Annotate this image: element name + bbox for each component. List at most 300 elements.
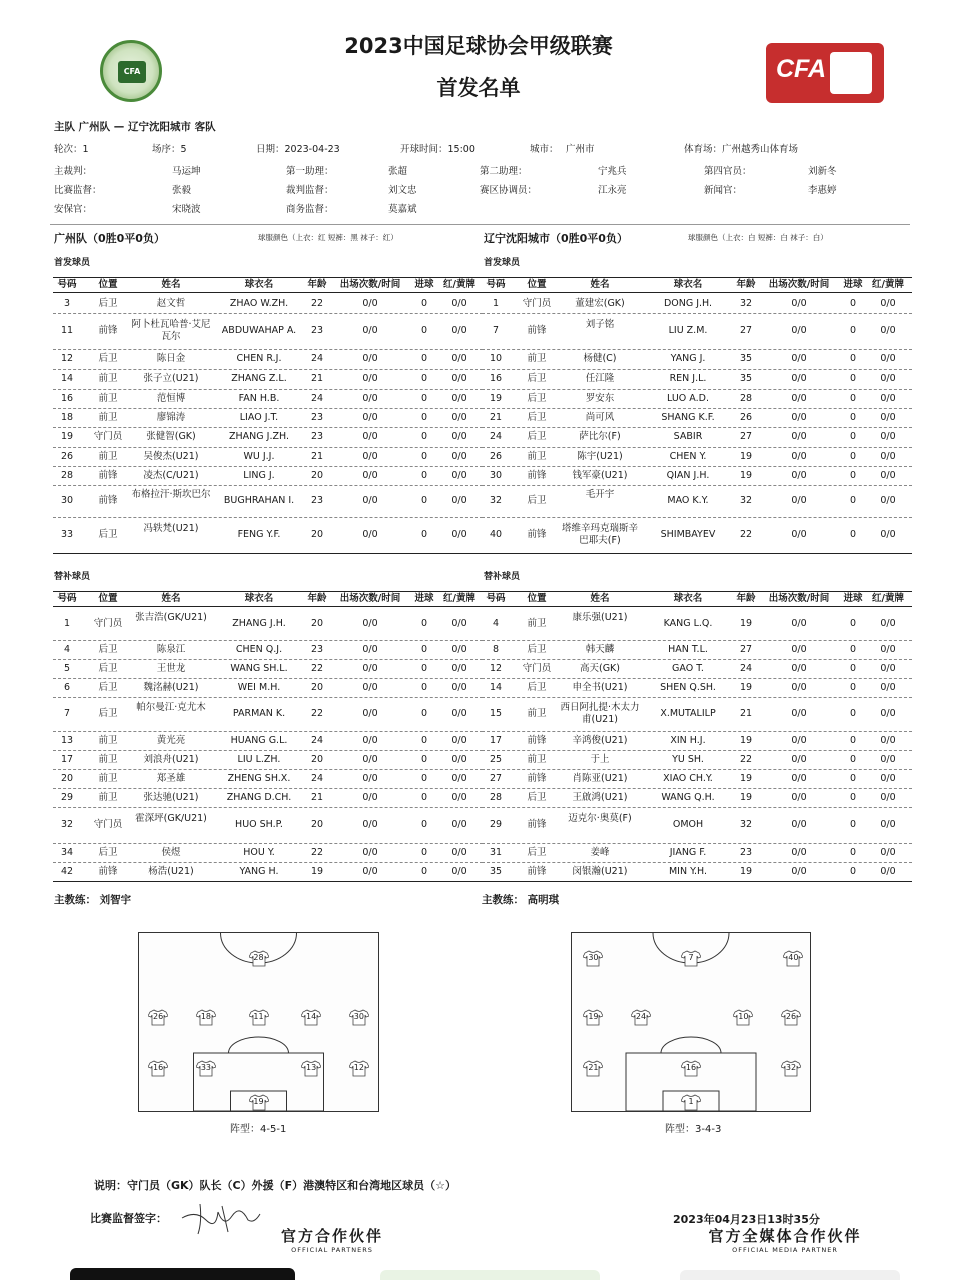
shirt-number: 21 <box>588 1063 599 1073</box>
official-name: 马运坤 <box>172 166 201 177</box>
cards: 0/0 <box>451 772 467 784</box>
column-header: 位置 <box>527 593 547 604</box>
official-name: 刘文忠 <box>388 185 417 196</box>
goals: 0 <box>849 708 857 719</box>
table-divider <box>482 731 912 732</box>
player-age: 26 <box>739 411 753 423</box>
player-age: 21 <box>739 708 753 719</box>
shirt-number: 16 <box>153 1063 164 1073</box>
appearances: 0/0 <box>362 392 378 404</box>
player-number: 35 <box>489 865 503 877</box>
player-age: 20 <box>310 529 324 540</box>
cards: 0/0 <box>880 353 896 364</box>
table-divider <box>482 678 912 679</box>
column-header: 出场次数/时间 <box>339 593 401 604</box>
table-divider <box>482 427 912 428</box>
player-number: 40 <box>489 529 503 540</box>
goals: 0 <box>420 618 428 629</box>
shirt-name: YANG J. <box>670 353 706 364</box>
cards: 0/0 <box>451 708 467 719</box>
official-name: 刘新冬 <box>808 166 837 177</box>
shirt-name: DONG J.H. <box>663 297 713 309</box>
player-number: 18 <box>60 411 74 423</box>
partner-logo-strip <box>380 1270 600 1280</box>
table-divider <box>482 862 912 863</box>
goals: 0 <box>420 353 428 364</box>
goals: 0 <box>849 865 857 877</box>
official-label: 比赛监督： <box>54 185 102 196</box>
table-divider <box>53 843 483 844</box>
table-divider <box>482 591 912 592</box>
player-shirt-icon <box>249 1009 269 1026</box>
cards: 0/0 <box>451 819 467 830</box>
away-team-record: 辽宁沈阳城市（0胜0平0负） <box>484 232 628 245</box>
official-label: 安保官： <box>54 204 93 215</box>
player-name: 姜峰 <box>590 846 610 858</box>
player-name: 赵文哲 <box>156 297 186 309</box>
player-position: 前锋 <box>527 865 547 877</box>
cards: 0/0 <box>451 411 467 423</box>
signing-timestamp: 2023年04月23日13时35分 <box>673 1213 820 1226</box>
player-number: 19 <box>60 431 74 442</box>
cards: 0/0 <box>880 846 896 858</box>
player-age: 20 <box>310 469 324 481</box>
shirt-number: 33 <box>200 1063 211 1073</box>
goals: 0 <box>420 325 428 336</box>
teams-line: 主队 广州队 — 辽宁沈阳城市 客队 <box>54 121 216 133</box>
shirt-name: GAO T. <box>672 662 704 674</box>
shirt-name: ZHANG Z.L. <box>231 373 287 384</box>
table-divider <box>53 807 483 808</box>
goals: 0 <box>420 297 428 309</box>
table-divider <box>53 517 483 518</box>
shirt-name: OMOH <box>672 819 704 830</box>
cards: 0/0 <box>451 865 467 877</box>
cards: 0/0 <box>451 643 467 655</box>
shirt-number: 24 <box>635 1011 647 1021</box>
player-number: 10 <box>489 353 503 364</box>
table-divider <box>53 606 483 607</box>
player-position: 前卫 <box>98 392 118 404</box>
cards: 0/0 <box>880 431 896 442</box>
player-position: 后卫 <box>527 392 547 404</box>
table-divider <box>53 349 483 350</box>
official-media-partner <box>690 1225 880 1254</box>
player-position: 后卫 <box>98 643 118 655</box>
column-header: 年龄 <box>736 593 756 604</box>
player-age: 20 <box>310 681 324 693</box>
cards: 0/0 <box>451 681 467 693</box>
appearances: 0/0 <box>791 495 807 506</box>
column-header: 出场次数/时间 <box>339 279 401 290</box>
player-shirt-icon <box>249 950 269 967</box>
table-divider <box>53 485 483 486</box>
appearances: 0/0 <box>791 865 807 877</box>
player-shirt-icon <box>583 1060 603 1077</box>
goals: 0 <box>420 469 428 481</box>
table-divider <box>53 697 483 698</box>
goals: 0 <box>420 495 428 506</box>
cards: 0/0 <box>880 450 896 462</box>
player-number: 1 <box>63 618 71 629</box>
shirt-name: WEI M.H. <box>237 681 281 693</box>
table-divider <box>53 408 483 409</box>
column-header: 号码 <box>57 279 77 290</box>
player-age: 22 <box>739 753 753 765</box>
player-position: 后卫 <box>98 846 118 858</box>
shirt-name: LIU Z.M. <box>668 325 708 336</box>
shirt-number: 19 <box>588 1011 599 1021</box>
away-subs-label: 替补球员 <box>484 572 521 582</box>
player-name: 闵银瀚(U21) <box>572 865 628 877</box>
appearances: 0/0 <box>362 791 378 803</box>
column-header: 姓名 <box>161 279 181 290</box>
player-shirt-icon <box>631 1009 651 1026</box>
shirt-name: ZHANG J.H. <box>232 618 286 629</box>
appearances: 0/0 <box>362 662 378 674</box>
away-formation: 阵型：3-4-3 <box>665 1124 722 1135</box>
player-number: 33 <box>60 529 74 540</box>
player-name: 冯轶梵(U21) <box>143 523 199 534</box>
goals: 0 <box>849 772 857 784</box>
table-divider <box>53 731 483 732</box>
table-divider <box>482 369 912 370</box>
official-name: 宁兆兵 <box>598 166 627 177</box>
official-name: 莫嘉斌 <box>388 204 417 215</box>
player-position: 前卫 <box>527 753 547 765</box>
shirt-number: 26 <box>153 1011 164 1021</box>
cards: 0/0 <box>880 325 896 336</box>
cards: 0/0 <box>451 791 467 803</box>
shirt-name: MAO K.Y. <box>667 495 709 506</box>
cards: 0/0 <box>880 865 896 877</box>
cards: 0/0 <box>451 618 467 629</box>
player-position: 前卫 <box>98 734 118 746</box>
goals: 0 <box>849 529 857 540</box>
player-name: 董建宏(GK) <box>575 297 625 309</box>
player-position: 前卫 <box>98 450 118 462</box>
player-number: 30 <box>489 469 503 481</box>
player-age: 32 <box>739 819 753 830</box>
away-starters-label: 首发球员 <box>484 258 521 268</box>
player-name: 杨浩(U21) <box>148 865 194 877</box>
player-position: 后卫 <box>98 353 118 364</box>
player-shirt-icon <box>733 1009 753 1026</box>
player-name: 辛鸿俊(U21) <box>572 734 628 746</box>
player-number: 19 <box>489 392 503 404</box>
table-divider <box>53 447 483 448</box>
table-divider <box>53 369 483 370</box>
appearances: 0/0 <box>791 431 807 442</box>
player-position: 前锋 <box>527 734 547 746</box>
cards: 0/0 <box>880 734 896 746</box>
goals: 0 <box>420 865 428 877</box>
table-divider <box>53 678 483 679</box>
goals: 0 <box>420 643 428 655</box>
player-name: 申全书(U21) <box>572 681 628 693</box>
player-shirt-icon <box>681 950 701 967</box>
column-header: 进球 <box>414 279 434 290</box>
player-age: 28 <box>739 392 753 404</box>
appearances: 0/0 <box>362 865 378 877</box>
appearances: 0/0 <box>791 392 807 404</box>
player-position: 前卫 <box>98 753 118 765</box>
shirt-number: 40 <box>788 952 799 962</box>
cards: 0/0 <box>451 529 467 540</box>
appearances: 0/0 <box>362 753 378 765</box>
cards: 0/0 <box>880 529 896 540</box>
column-header: 红/黄牌 <box>443 593 475 604</box>
table-divider <box>53 881 483 882</box>
shirt-number: 16 <box>685 1063 697 1073</box>
goals: 0 <box>420 846 428 858</box>
player-number: 24 <box>489 431 503 442</box>
table-divider <box>482 807 912 808</box>
table-divider <box>482 659 912 660</box>
shirt-name: SHEN Q.SH. <box>660 681 716 693</box>
official-label: 新闻官： <box>704 185 743 196</box>
appearances: 0/0 <box>362 450 378 462</box>
shirt-name: BUGHRAHAN I. <box>223 495 295 506</box>
player-number: 29 <box>60 791 74 803</box>
player-name: 康乐强(U21) <box>572 612 628 623</box>
table-divider <box>53 292 483 293</box>
goals: 0 <box>849 411 857 423</box>
player-number: 30 <box>60 495 74 506</box>
player-name: 陈泉江 <box>156 643 186 655</box>
page-title: 2023中国足球协会甲级联赛 <box>344 34 613 58</box>
player-position: 前锋 <box>98 325 118 336</box>
shirt-name: ZHANG J.ZH. <box>229 431 289 442</box>
appearances: 0/0 <box>362 643 378 655</box>
shirt-number: 32 <box>785 1063 797 1073</box>
official-name: 张超 <box>388 166 408 177</box>
table-divider <box>482 517 912 518</box>
player-position: 前卫 <box>98 772 118 784</box>
player-age: 20 <box>310 618 324 629</box>
table-divider <box>482 606 912 607</box>
home-kit-colors: 球服颜色（上衣：红 短裤：黑 袜子：红） <box>258 233 398 242</box>
player-number: 17 <box>60 753 74 765</box>
player-age: 20 <box>310 753 324 765</box>
shirt-number: 19 <box>253 1097 264 1107</box>
player-age: 19 <box>310 865 324 877</box>
player-position: 前卫 <box>98 411 118 423</box>
goals: 0 <box>849 431 857 442</box>
player-age: 19 <box>739 469 753 481</box>
appearances: 0/0 <box>791 753 807 765</box>
player-position: 前卫 <box>527 450 547 462</box>
player-age: 21 <box>310 373 324 384</box>
player-age: 19 <box>739 865 753 877</box>
player-age: 19 <box>739 450 753 462</box>
player-position: 后卫 <box>98 681 118 693</box>
player-name: 范恒博 <box>156 392 186 404</box>
player-position: 后卫 <box>98 708 118 719</box>
player-number: 29 <box>489 819 503 830</box>
away-kit-colors: 球服颜色（上衣：白 短裤：白 袜子：白） <box>688 233 828 242</box>
player-age: 35 <box>739 353 753 364</box>
round: 轮次：1 <box>54 144 89 155</box>
player-number: 14 <box>60 373 74 384</box>
table-divider <box>482 769 912 770</box>
player-position: 守门员 <box>93 431 123 442</box>
appearances: 0/0 <box>791 846 807 858</box>
appearances: 0/0 <box>362 469 378 481</box>
player-number: 6 <box>63 681 71 693</box>
official-label: 主裁判： <box>54 166 93 177</box>
player-position: 前锋 <box>98 495 118 506</box>
official-label: 第一助理： <box>286 166 334 177</box>
appearances: 0/0 <box>791 353 807 364</box>
official-name: 江永亮 <box>598 185 627 196</box>
player-position: 守门员 <box>93 618 123 629</box>
player-age: 23 <box>310 325 324 336</box>
player-age: 22 <box>310 846 324 858</box>
shirt-name: FAN H.B. <box>238 392 280 404</box>
player-number: 4 <box>63 643 71 655</box>
column-header: 位置 <box>527 279 547 290</box>
player-age: 23 <box>739 846 753 858</box>
table-divider <box>53 466 483 467</box>
cards: 0/0 <box>451 662 467 674</box>
shirt-name: ZHAO W.ZH. <box>229 297 289 309</box>
shirt-name: ZHENG SH.X. <box>227 772 291 784</box>
player-position: 前卫 <box>527 708 547 719</box>
column-header: 出场次数/时间 <box>768 279 830 290</box>
shirt-name: X.MUTALILP <box>660 708 716 719</box>
table-divider <box>482 408 912 409</box>
cards: 0/0 <box>880 643 896 655</box>
shirt-number: 7 <box>688 952 694 962</box>
player-age: 23 <box>310 431 324 442</box>
column-header: 进球 <box>843 279 863 290</box>
player-number: 16 <box>60 392 74 404</box>
player-number: 20 <box>60 772 74 784</box>
appearances: 0/0 <box>791 297 807 309</box>
player-age: 24 <box>310 392 324 404</box>
player-age: 19 <box>739 791 753 803</box>
player-age: 27 <box>739 431 753 442</box>
player-number: 17 <box>489 734 503 746</box>
cards: 0/0 <box>880 297 896 309</box>
appearances: 0/0 <box>362 819 378 830</box>
player-name: 陈宇(U21) <box>577 450 623 462</box>
table-divider <box>482 881 912 882</box>
player-age: 19 <box>739 734 753 746</box>
player-age: 22 <box>310 662 324 674</box>
player-position: 前卫 <box>527 353 547 364</box>
player-name: 高天(GK) <box>579 662 620 674</box>
player-shirt-icon <box>583 1009 603 1026</box>
column-header: 年龄 <box>307 593 327 604</box>
player-position: 后卫 <box>527 681 547 693</box>
match-date: 日期：2023-04-23 <box>256 144 340 155</box>
player-position: 守门员 <box>522 297 552 309</box>
player-position: 前卫 <box>527 618 547 629</box>
column-header: 球衣名 <box>673 593 703 604</box>
appearances: 0/0 <box>362 373 378 384</box>
shirt-name: SABIR <box>673 431 703 442</box>
player-number: 4 <box>492 618 500 629</box>
goals: 0 <box>849 753 857 765</box>
table-divider <box>53 553 483 554</box>
player-shirt-icon <box>196 1009 216 1026</box>
appearances: 0/0 <box>791 772 807 784</box>
player-number: 26 <box>60 450 74 462</box>
appearances: 0/0 <box>362 734 378 746</box>
cards: 0/0 <box>451 353 467 364</box>
shirt-name: YU SH. <box>672 753 704 765</box>
table-divider <box>53 389 483 390</box>
appearances: 0/0 <box>791 662 807 674</box>
goals: 0 <box>849 662 857 674</box>
goals: 0 <box>420 681 428 693</box>
player-age: 24 <box>310 353 324 364</box>
player-name: 布格拉汗·斯坎巴尔 <box>131 489 211 500</box>
cards: 0/0 <box>451 325 467 336</box>
column-header: 进球 <box>414 593 434 604</box>
column-header: 姓名 <box>161 593 181 604</box>
official-label: 商务监督： <box>286 204 334 215</box>
appearances: 0/0 <box>791 681 807 693</box>
player-position: 后卫 <box>527 431 547 442</box>
appearances: 0/0 <box>362 846 378 858</box>
partner-logo-strip <box>680 1270 900 1280</box>
player-shirt-icon <box>349 1009 369 1026</box>
player-name: 吴俊杰(U21) <box>143 450 199 462</box>
player-position: 后卫 <box>527 411 547 423</box>
goals: 0 <box>420 373 428 384</box>
table-divider <box>482 447 912 448</box>
appearances: 0/0 <box>791 791 807 803</box>
player-position: 前锋 <box>527 469 547 481</box>
table-divider <box>53 277 483 278</box>
shirt-number: 13 <box>305 1063 317 1073</box>
cards: 0/0 <box>451 431 467 442</box>
cards: 0/0 <box>451 469 467 481</box>
partner-subtitle: OFFICIAL PARTNERS <box>291 1246 373 1254</box>
appearances: 0/0 <box>362 495 378 506</box>
player-position: 后卫 <box>527 846 547 858</box>
partner-logo-strip <box>70 1268 295 1280</box>
cards: 0/0 <box>880 819 896 830</box>
appearances: 0/0 <box>362 708 378 719</box>
player-name: 黄光亮 <box>156 734 186 746</box>
cards: 0/0 <box>451 450 467 462</box>
column-header: 球衣名 <box>244 593 274 604</box>
player-shirt-icon <box>196 1060 216 1077</box>
cards: 0/0 <box>451 753 467 765</box>
city-label: 城市： <box>530 144 559 155</box>
goals: 0 <box>420 431 428 442</box>
appearances: 0/0 <box>362 325 378 336</box>
official-partners <box>272 1225 392 1254</box>
official-label: 第二助理： <box>480 166 528 177</box>
table-divider <box>482 640 912 641</box>
official-label: 赛区协调员： <box>480 185 538 196</box>
player-shirt-icon <box>148 1009 168 1026</box>
match-order: 场序：5 <box>152 144 187 155</box>
cards: 0/0 <box>880 772 896 784</box>
table-divider <box>53 591 483 592</box>
cfa-logo-text: CFA <box>118 61 146 83</box>
player-shirt-icon <box>783 950 803 967</box>
shirt-number: 30 <box>588 952 599 962</box>
player-number: 32 <box>489 495 503 506</box>
shirt-number: 18 <box>200 1011 211 1021</box>
shirt-name: XIN H.J. <box>670 734 706 746</box>
